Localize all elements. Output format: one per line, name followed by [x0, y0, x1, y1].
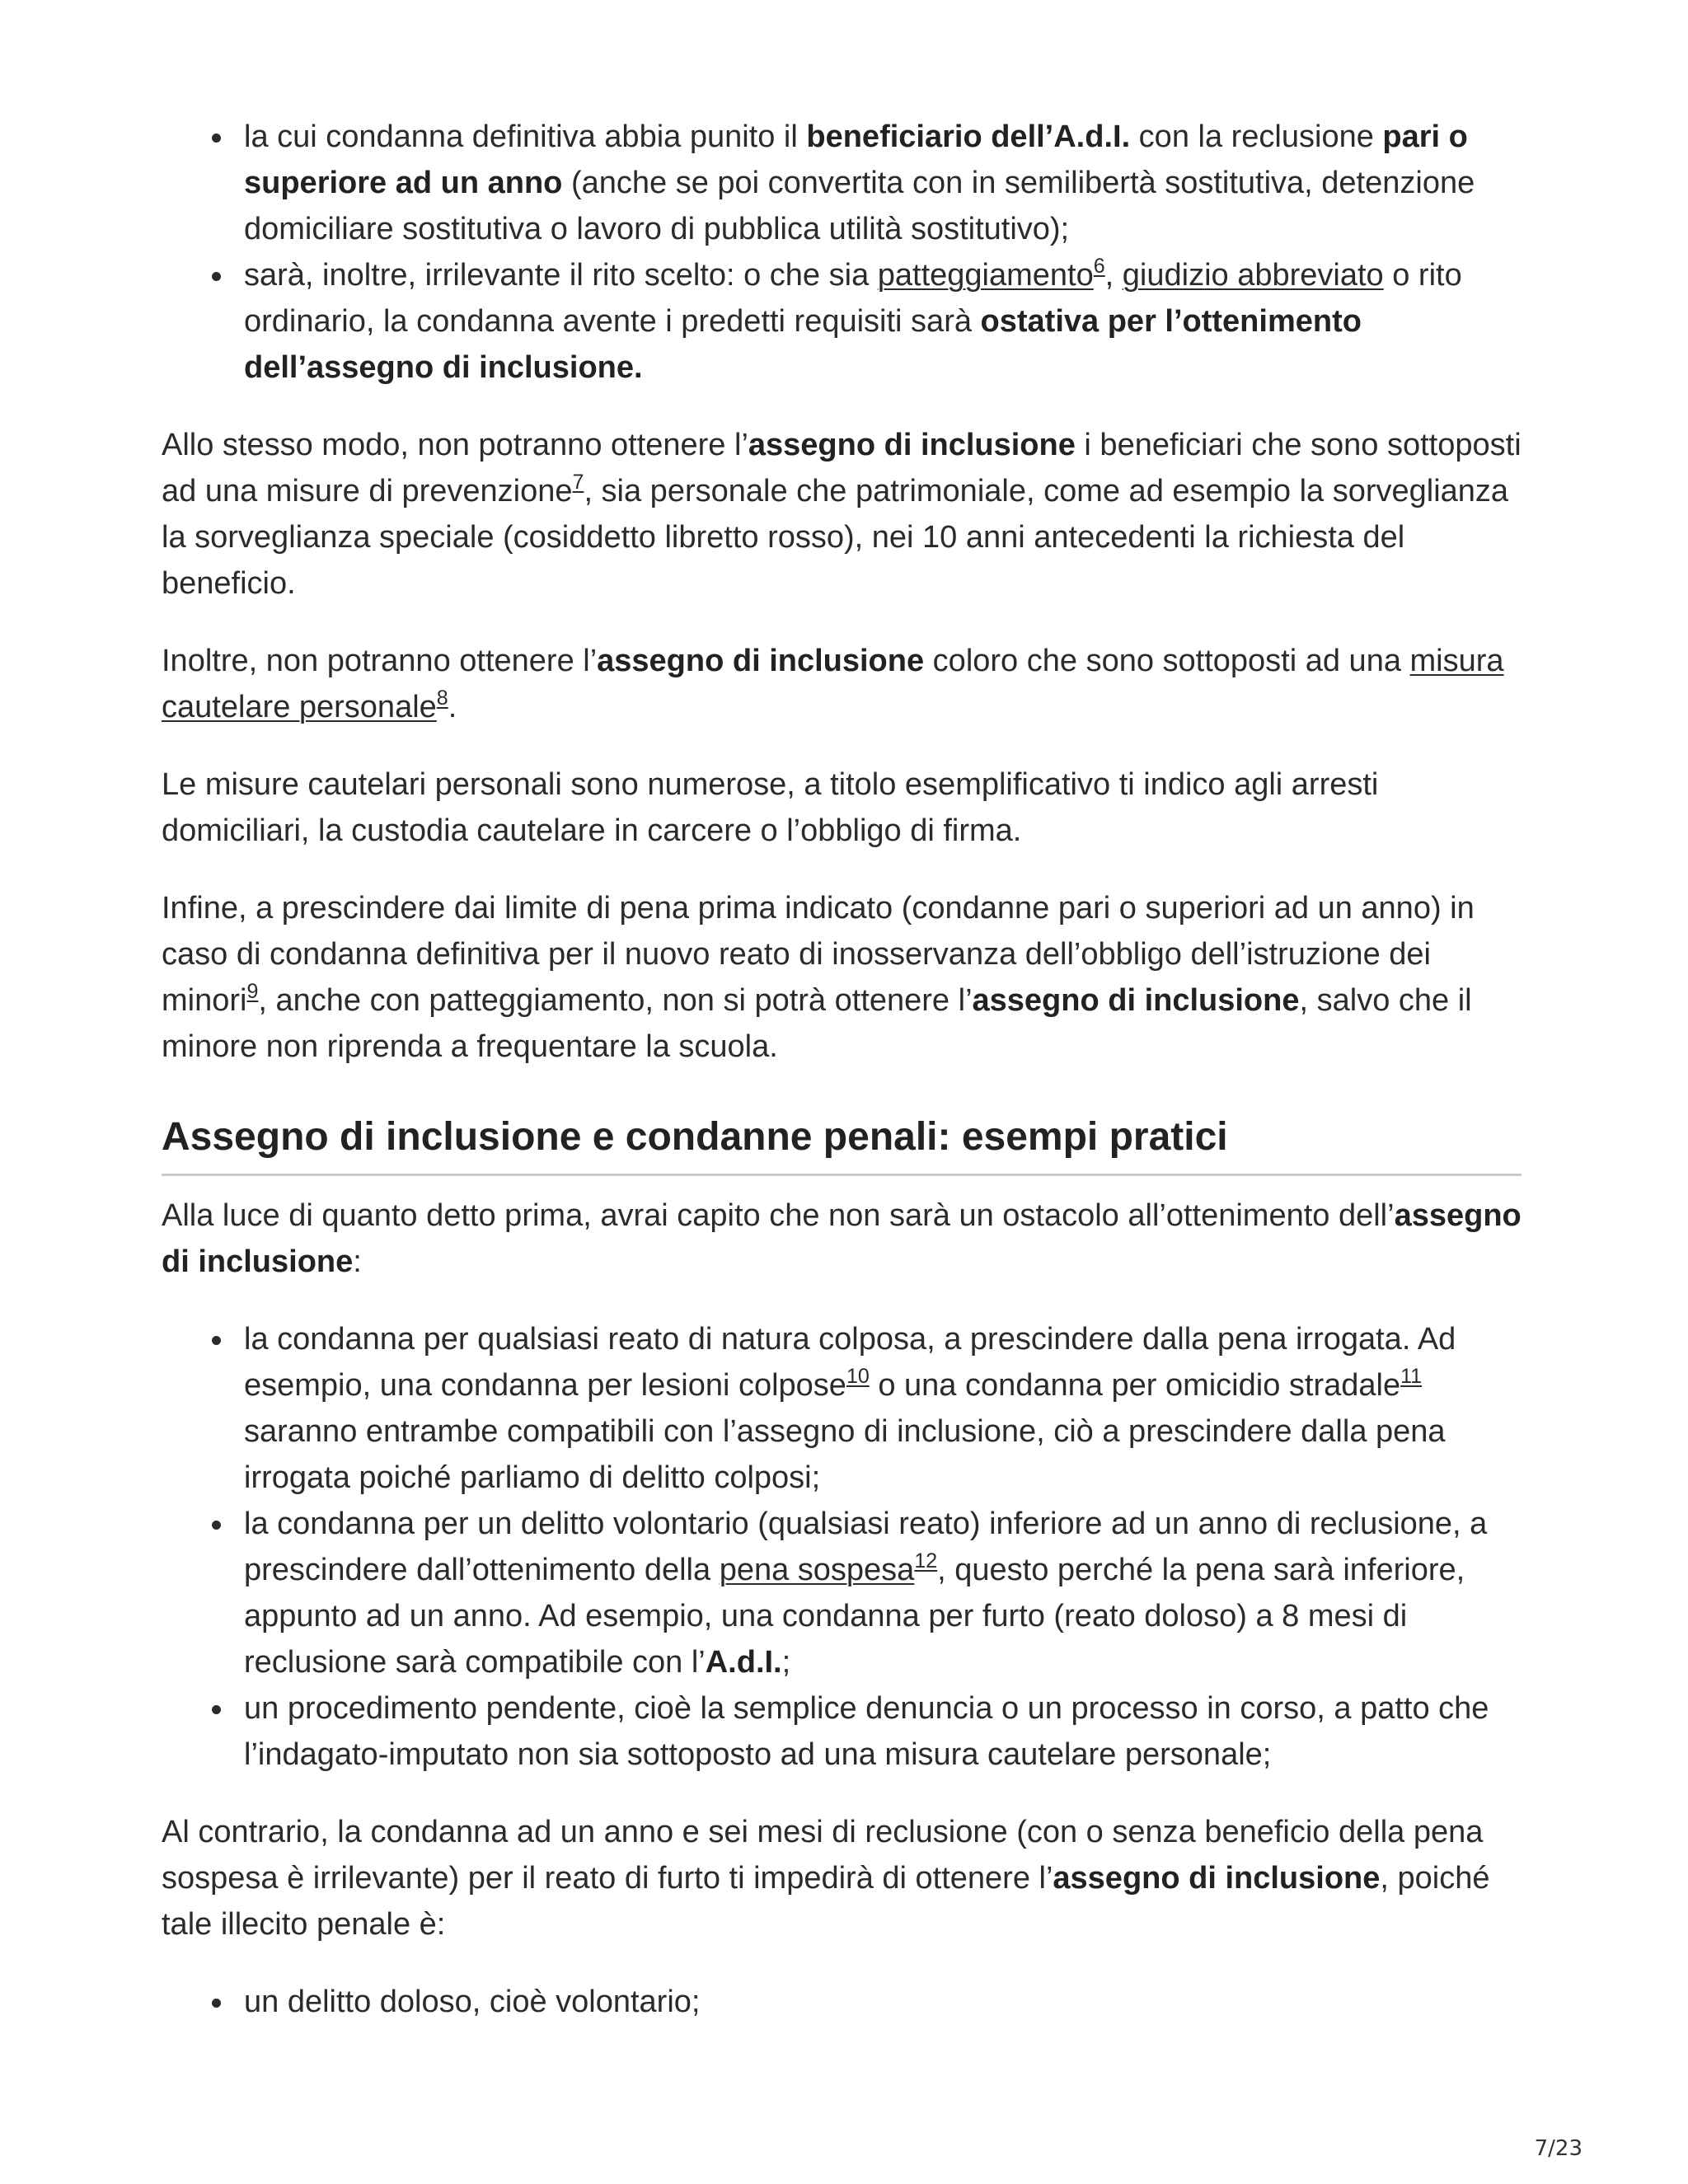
- text: ,: [1104, 258, 1123, 293]
- text: , sia personale che patrimoniale, come ad esempio la sorveglianza la sorveglianza speciale (cosiddetto libretto rosso), nei 10 anni antecedenti la richiesta del beneficio.: [162, 474, 1509, 601]
- paragraph: [162, 422, 1522, 607]
- page-number: 7/23: [1534, 2136, 1582, 2161]
- text: ;: [781, 1645, 791, 1680]
- footnote-link[interactable]: 12: [914, 1549, 938, 1572]
- footnote-ref[interactable]: [573, 471, 584, 494]
- footnote-link[interactable]: 8: [436, 687, 448, 710]
- text: un procedimento pendente, cioè la semplice denuncia o un processo in corso, a patto che l’indagato-imputato non sia sottoposto ad una misura cautelare personale;: [244, 1691, 1489, 1772]
- footnote-link[interactable]: 6: [1093, 255, 1105, 278]
- list-item: [244, 114, 1522, 252]
- text: sarà, inoltre, irrilevante il rito scelto: o che sia: [244, 258, 878, 293]
- text: la condanna per qualsiasi reato di natura colposa, a prescindere dalla pena irrogata. Ad esempio, una condanna per lesioni colpose: [244, 1322, 1456, 1403]
- paragraph: [162, 885, 1522, 1070]
- footnote-link[interactable]: 7: [572, 471, 584, 494]
- text: Le misure cautelari personali sono numerose, a titolo esemplificativo ti indico agli arresti domiciliari, la custodia cautelare in carcere o l’obbligo di firma.: [162, 767, 1379, 848]
- bold-text: assegno di inclusione: [1053, 1861, 1381, 1896]
- footnote-ref[interactable]: [846, 1365, 870, 1388]
- list-item: [244, 252, 1522, 391]
- footnote-ref[interactable]: [1094, 255, 1105, 278]
- bullet-list-reasons: [162, 1979, 1522, 2025]
- text: , anche con patteggiamento, non si potrà ottenere l’: [258, 983, 973, 1018]
- link-misura-cautelare[interactable]: misura cautelare personale: [162, 644, 1504, 724]
- list-item: [244, 1501, 1522, 1685]
- list-item: [244, 1685, 1522, 1778]
- text: Allo stesso modo, non potranno ottenere l’: [162, 428, 748, 462]
- text: Al contrario, la condanna ad un anno e sei mesi di reclusione (con o senza beneficio della pena sospesa è irrilevante) per il reato di furto ti impedirà di ottenere l’: [162, 1815, 1484, 1896]
- list-item: [244, 1979, 1522, 2025]
- text: un delitto doloso, cioè volontario;: [244, 1985, 701, 2019]
- paragraph: [162, 762, 1522, 854]
- text: coloro che sono sottoposti ad una: [924, 644, 1410, 678]
- text: :: [353, 1244, 362, 1279]
- text: la cui condanna definitiva abbia punito il: [244, 120, 807, 154]
- section-heading: Assegno di inclusione e condanne penali: esempi pratici: [162, 1113, 1522, 1176]
- text: con la reclusione: [1130, 120, 1383, 154]
- text: saranno entrambe compatibili con l’assegno di inclusione, ciò a prescindere dalla pena irrogata poiché parliamo di delitto colposi;: [244, 1414, 1446, 1495]
- text: Inoltre, non potranno ottenere l’: [162, 644, 598, 678]
- text: , poiché tale illecito penale è:: [162, 1861, 1490, 1942]
- text: Alla luce di quanto detto prima, avrai capito che non sarà un ostacolo all’ottenimento dell’: [162, 1198, 1395, 1233]
- bold-text: assegno di inclusione: [972, 983, 1300, 1018]
- text: .: [448, 690, 457, 724]
- bold-text: assegno di inclusione: [597, 644, 925, 678]
- bold-text: assegno di inclusione: [748, 428, 1076, 462]
- bold-text: assegno di inclusione: [162, 1198, 1522, 1279]
- text: , questo perché la pena sarà inferiore, appunto ad un anno. Ad esempio, una condanna per furto (reato doloso) a 8 mesi di reclusione sarà compatibile con l’: [244, 1553, 1465, 1680]
- link-patteggiamento[interactable]: patteggiamento: [877, 258, 1094, 293]
- paragraph: [162, 1809, 1522, 1947]
- paragraph: [162, 1193, 1522, 1285]
- footnote-ref[interactable]: [914, 1549, 937, 1572]
- bold-text: A.d.I.: [705, 1645, 782, 1680]
- text: la condanna per un delitto volontario (qualsiasi reato) inferiore ad un anno di reclusione, a prescindere dall’ottenimento della: [244, 1507, 1488, 1587]
- bold-text: beneficiario dell’A.d.I.: [806, 120, 1131, 154]
- text: Infine, a prescindere dai limite di pena prima indicato (condanne pari o superiori ad un anno) in caso di condanna definitiva per il nuovo reato di inosservanza dell’obbligo dell’istruzione dei minori: [162, 891, 1475, 1018]
- footnote-link[interactable]: 10: [846, 1365, 870, 1388]
- list-item: [244, 1316, 1522, 1501]
- text: , salvo che il minore non riprenda a frequentare la scuola.: [162, 983, 1472, 1064]
- link-giudizio-abbreviato[interactable]: giudizio abbreviato: [1122, 258, 1384, 293]
- document-body: [162, 114, 1522, 2025]
- text: o una condanna per omicidio stradale: [869, 1368, 1401, 1403]
- footnote-link[interactable]: 9: [246, 980, 259, 1003]
- footnote-ref[interactable]: [437, 687, 448, 710]
- bold-text: pari o superiore ad un anno: [244, 120, 1468, 200]
- footnote-ref[interactable]: [246, 980, 258, 1003]
- bullet-list-examples: [162, 1316, 1522, 1778]
- text: (anche se poi convertita con in semilibertà sostitutiva, detenzione domiciliare sostitutiva o lavoro di pubblica utilità sostitutivo);: [244, 166, 1475, 246]
- text: o rito ordinario, la condanna avente i predetti requisiti sarà: [244, 258, 1462, 339]
- text: i beneficiari che sono sottoposti ad una misure di prevenzione: [162, 428, 1522, 509]
- link-pena-sospesa[interactable]: pena sospesa: [719, 1553, 915, 1587]
- footnote-ref[interactable]: [1400, 1365, 1422, 1388]
- bold-text: ostativa per l’ottenimento dell’assegno di inclusione.: [244, 304, 1362, 385]
- bullet-list-conditions: [162, 114, 1522, 391]
- paragraph: [162, 638, 1522, 730]
- footnote-link[interactable]: 11: [1400, 1365, 1423, 1388]
